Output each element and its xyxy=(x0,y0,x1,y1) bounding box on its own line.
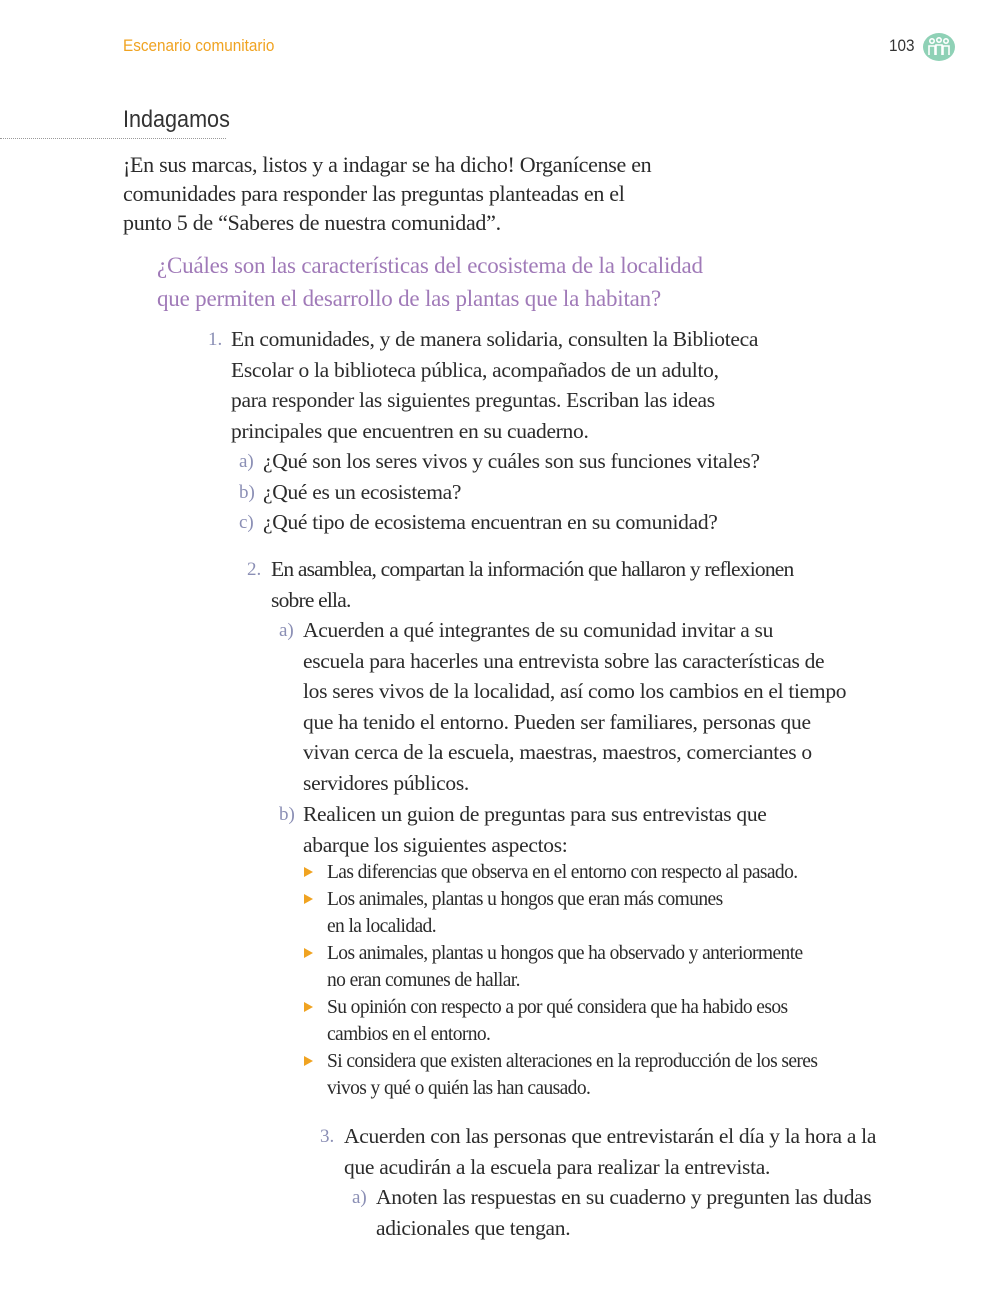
intro-paragraph: ¡En sus marcas, listos y a indagar se ha dicho! Organícense en comunidades para responder las preguntas planteadas en el punto 5 de “Saberes de nuestra comunidad”. xyxy=(123,152,652,235)
step-2b-text: Realicen un guion de preguntas para sus entrevistas que abarque los siguientes aspectos: xyxy=(303,802,767,857)
step-1b-letter: b) xyxy=(239,482,255,503)
bullet-item: Su opinión con respecto a por qué considera que ha habido esos cambios en el entorno. xyxy=(327,997,788,1045)
section-header: Escenario comunitario xyxy=(123,36,275,55)
step-1c-text: ¿Qué tipo de ecosistema encuentran en su comunidad? xyxy=(263,510,718,534)
bullet-arrow-icon xyxy=(304,948,313,958)
step-1-text: En comunidades, y de manera solidaria, consulten la Biblioteca Escolar o la biblioteca pública, acompañados de un adulto, para responder las siguientes preguntas. Escriban las ideas principales que encuentren en su cuaderno. xyxy=(231,327,759,443)
step-1c-letter: c) xyxy=(239,512,254,533)
step-3-text: Acuerden con las personas que entrevistarán el día y la hora a la que acudirán a la escuela para realizar la entrevista. xyxy=(344,1124,877,1179)
bullet-arrow-icon xyxy=(304,1056,313,1066)
step-2b-letter: b) xyxy=(279,804,295,825)
section-title: Indagamos xyxy=(123,106,230,133)
bullet-arrow-icon xyxy=(304,894,313,904)
title-divider xyxy=(0,138,226,139)
community-people-icon xyxy=(923,33,955,61)
bullet-item: Las diferencias que observa en el entorno con respecto al pasado. xyxy=(327,862,798,883)
bullet-item: Si considera que existen alteraciones en la reproducción de los seres vivos y qué o quién las han causado. xyxy=(327,1051,818,1099)
step-3a-letter: a) xyxy=(352,1187,367,1208)
step-1-number: 1. xyxy=(208,329,223,350)
step-2a-letter: a) xyxy=(279,620,294,641)
page-number: 103 xyxy=(889,36,915,55)
guiding-question: ¿Cuáles son las características del ecosistema de la localidad que permiten el desarrollo de las plantas que la habitan? xyxy=(157,253,703,311)
step-1a-text: ¿Qué son los seres vivos y cuáles son sus funciones vitales? xyxy=(263,449,760,473)
step-3a-text: Anoten las respuestas en su cuaderno y pregunten las dudas adicionales que tengan. xyxy=(376,1185,872,1240)
step-2-number: 2. xyxy=(247,559,262,580)
bullet-arrow-icon xyxy=(304,1002,313,1012)
bullet-arrow-icon xyxy=(304,867,313,877)
bullet-item: Los animales, plantas u hongos que ha observado y anteriormente no eran comunes de hallar. xyxy=(327,943,803,991)
step-1b-text: ¿Qué es un ecosistema? xyxy=(263,480,462,504)
bullet-item: Los animales, plantas u hongos que eran más comunes en la localidad. xyxy=(327,889,723,937)
step-2a-text: Acuerden a qué integrantes de su comunidad invitar a su escuela para hacerles una entrevista sobre las características de los seres vivos de la localidad, así como los cambios en el tiempo que ha tenido el entorno. Pueden ser familiares, personas que vivan cerca de la escuela, maestras, maestros, comerciantes o servidores públicos. xyxy=(303,618,847,795)
step-3-number: 3. xyxy=(320,1126,335,1147)
step-2-text: En asamblea, compartan la información que hallaron y reflexionen sobre ella. xyxy=(271,557,794,612)
step-1a-letter: a) xyxy=(239,451,254,472)
